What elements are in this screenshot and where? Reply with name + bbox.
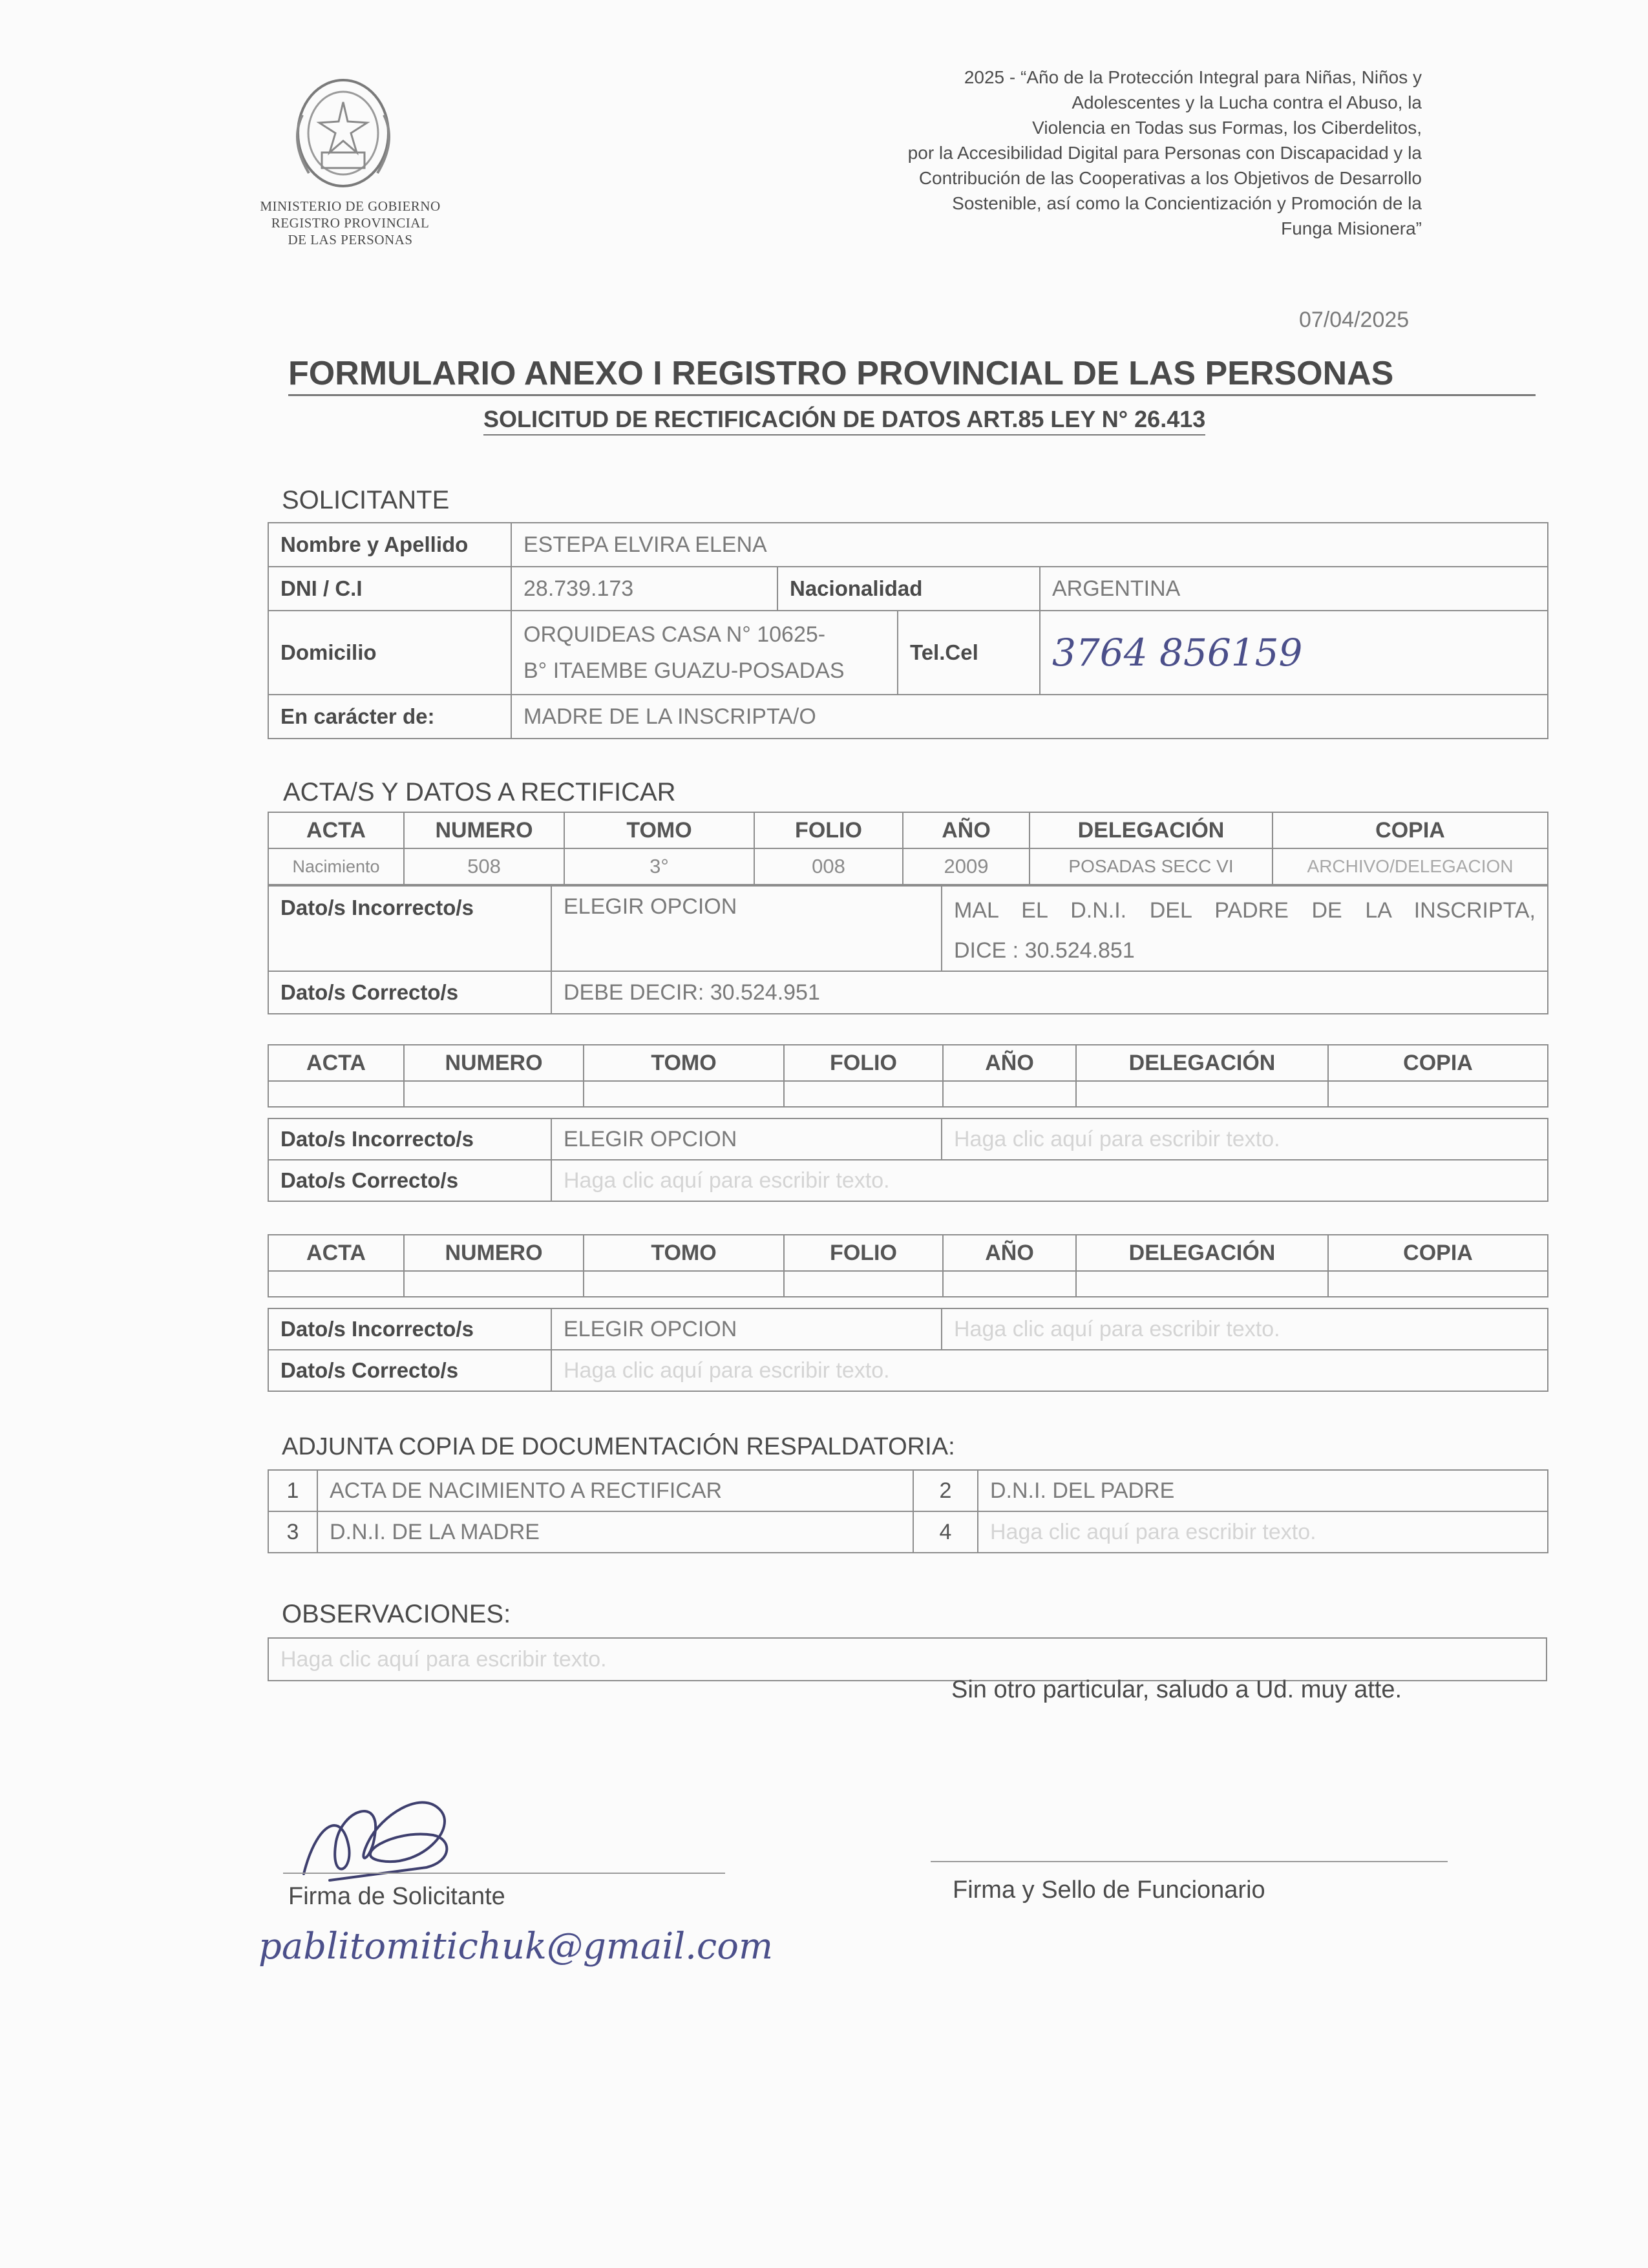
acta-details-2: [268, 1118, 1548, 1202]
adjunta-num-3: 3: [268, 1511, 317, 1553]
signature-scribble-icon: [291, 1783, 472, 1893]
col-delegacion: DELEGACIÓN: [1076, 1235, 1328, 1271]
caracter-field[interactable]: MADRE DE LA INSCRIPTA/O: [511, 695, 1548, 739]
funcionario-signature-line: [931, 1861, 1448, 1862]
col-anio: AÑO: [943, 1235, 1076, 1271]
name-label: Nombre y Apellido: [268, 523, 511, 567]
col-tomo: TOMO: [564, 812, 754, 848]
anio-field[interactable]: [943, 1271, 1076, 1297]
tel-field[interactable]: [1040, 611, 1548, 695]
col-acta: ACTA: [268, 1045, 404, 1081]
col-copia: COPIA: [1328, 1045, 1548, 1081]
solicitante-table: [268, 522, 1548, 739]
nacionalidad-label: Nacionalidad: [777, 567, 1040, 611]
col-copia: COPIA: [1328, 1235, 1548, 1271]
correct-field-2[interactable]: Haga clic aquí para escribir texto.: [551, 1160, 1548, 1201]
section-actas: ACTA/S Y DATOS A RECTIFICAR: [283, 778, 676, 806]
anio-field[interactable]: 2009: [903, 848, 1030, 885]
firma-funcionario-label: Firma y Sello de Funcionario: [953, 1876, 1265, 1904]
acta-table-3: [268, 1234, 1548, 1297]
adjunta-item-4[interactable]: Haga clic aquí para escribir texto.: [978, 1511, 1548, 1553]
copia-field[interactable]: ARCHIVO/DELEGACION: [1273, 848, 1548, 885]
delegacion-field[interactable]: POSADAS SECC VI: [1030, 848, 1273, 885]
col-folio: FOLIO: [784, 1045, 943, 1081]
provincial-seal-icon: [277, 76, 410, 194]
firma-solicitante-label: Firma de Solicitante: [288, 1883, 505, 1910]
adjunta-num-1: 1: [268, 1470, 317, 1511]
observaciones-table: [268, 1637, 1547, 1681]
correct-label-1: Dato/s Correcto/s: [268, 971, 551, 1014]
folio-field[interactable]: [784, 1081, 943, 1107]
caracter-label: En carácter de:: [268, 695, 511, 739]
adjunta-item-2[interactable]: D.N.I. DEL PADRE: [978, 1470, 1548, 1511]
correct-field-1[interactable]: DEBE DECIR: 30.524.951: [551, 971, 1548, 1014]
domicilio-label: Domicilio: [268, 611, 511, 695]
adjunta-table: [268, 1469, 1548, 1553]
form-date: 07/04/2025: [1299, 308, 1410, 332]
correct-label-2: Dato/s Correcto/s: [268, 1160, 551, 1201]
observaciones-field[interactable]: Haga clic aquí para escribir texto.: [268, 1638, 1547, 1681]
correct-label-3: Dato/s Correcto/s: [268, 1350, 551, 1391]
incorrect-option-select-2[interactable]: ELEGIR OPCION: [551, 1118, 942, 1160]
adjunta-item-1[interactable]: ACTA DE NACIMIENTO A RECTIFICAR: [317, 1470, 913, 1511]
col-copia: COPIA: [1273, 812, 1548, 848]
delegacion-field[interactable]: [1076, 1271, 1328, 1297]
form-title: FORMULARIO ANEXO I REGISTRO PROVINCIAL DE LAS PERSONAS: [288, 354, 1536, 396]
col-anio: AÑO: [903, 812, 1030, 848]
form-subtitle: SOLICITUD DE RECTIFICACIÓN DE DATOS ART.85 LEY N° 26.413: [483, 406, 1205, 436]
nacionalidad-field[interactable]: ARGENTINA: [1040, 567, 1548, 611]
tomo-field[interactable]: 3°: [564, 848, 754, 885]
tomo-field[interactable]: [584, 1081, 784, 1107]
year-motto: 2025 - “Año de la Protección Integral para Niñas, Niños y Adolescentes y la Lucha contra el Abuso, la Violencia en Todas sus Formas, los Ciberdelitos, por la Accesibilidad Digital para Personas con Discapacidad y la Contribución de las Cooperativas a los Objetivos de Desarrollo Sostenible, así como la Concientización y Promoción de la Funga Misionera”: [907, 67, 1422, 238]
acta-type-field[interactable]: [268, 1081, 404, 1107]
incorrect-option-select-1[interactable]: ELEGIR OPCION: [551, 886, 942, 971]
acta-table-2: [268, 1044, 1548, 1108]
acta-details-1: [268, 885, 1548, 1014]
copia-field[interactable]: [1328, 1081, 1548, 1107]
name-field[interactable]: ESTEPA ELVIRA ELENA: [511, 523, 1548, 567]
col-numero: NUMERO: [404, 812, 564, 848]
handwritten-email: pablitomitichuk@gmail.com: [259, 1926, 774, 1968]
col-folio: FOLIO: [784, 1235, 943, 1271]
anio-field[interactable]: [943, 1081, 1076, 1107]
acta-details-3: [268, 1308, 1548, 1392]
col-delegacion: DELEGACIÓN: [1030, 812, 1273, 848]
acta-type-field[interactable]: Nacimiento: [268, 848, 404, 885]
solicitante-signature-line: [283, 1873, 725, 1874]
adjunta-num-4: 4: [913, 1511, 978, 1553]
numero-field[interactable]: 508: [404, 848, 564, 885]
section-adjunta: ADJUNTA COPIA DE DOCUMENTACIÓN RESPALDATORIA:: [282, 1433, 955, 1460]
incorrect-detail-field-2[interactable]: Haga clic aquí para escribir texto.: [942, 1118, 1548, 1160]
col-folio: FOLIO: [754, 812, 903, 848]
closing-text: Sin otro particular, saludo a Ud. muy atte.: [951, 1676, 1402, 1703]
col-acta: ACTA: [268, 1235, 404, 1271]
incorrect-detail-line-1: MAL EL D.N.I. DEL PADRE DE LA INSCRIPTA,: [954, 898, 1536, 923]
col-numero: NUMERO: [404, 1045, 584, 1081]
incorrect-label-1: Dato/s Incorrecto/s: [268, 886, 551, 971]
domicilio-field[interactable]: [511, 611, 898, 695]
delegacion-field[interactable]: [1076, 1081, 1328, 1107]
col-anio: AÑO: [943, 1045, 1076, 1081]
col-acta: ACTA: [268, 812, 404, 848]
numero-field[interactable]: [404, 1081, 584, 1107]
col-delegacion: DELEGACIÓN: [1076, 1045, 1328, 1081]
incorrect-option-select-3[interactable]: ELEGIR OPCION: [551, 1308, 942, 1350]
section-observaciones: OBSERVACIONES:: [282, 1600, 511, 1628]
dni-label: DNI / C.I: [268, 567, 511, 611]
tel-handwritten: 3764 856159: [1052, 631, 1303, 675]
section-solicitante: SOLICITANTE: [282, 486, 450, 514]
adjunta-num-2: 2: [913, 1470, 978, 1511]
incorrect-label-2: Dato/s Incorrecto/s: [268, 1118, 551, 1160]
acta-table-1: [268, 812, 1548, 885]
domicilio-line-2: B° ITAEMBE GUAZU-POSADAS: [523, 658, 845, 683]
incorrect-detail-field-1[interactable]: [942, 886, 1548, 971]
col-numero: NUMERO: [404, 1235, 584, 1271]
folio-field[interactable]: 008: [754, 848, 903, 885]
ministry-name: MINISTERIO DE GOBIERNO REGISTRO PROVINCIAL DE LAS PERSONAS: [260, 198, 441, 247]
copia-field[interactable]: [1328, 1271, 1548, 1297]
col-tomo: TOMO: [584, 1045, 784, 1081]
incorrect-detail-field-3[interactable]: Haga clic aquí para escribir texto.: [942, 1308, 1548, 1350]
numero-field[interactable]: [404, 1271, 584, 1297]
domicilio-line-1: ORQUIDEAS CASA N° 10625-: [523, 622, 826, 647]
tel-label: Tel.Cel: [898, 611, 1040, 695]
folio-field[interactable]: [784, 1271, 943, 1297]
adjunta-item-3[interactable]: D.N.I. DE LA MADRE: [317, 1511, 913, 1553]
incorrect-detail-line-2: DICE : 30.524.851: [954, 938, 1135, 963]
correct-field-3[interactable]: Haga clic aquí para escribir texto.: [551, 1350, 1548, 1391]
incorrect-label-3: Dato/s Incorrecto/s: [268, 1308, 551, 1350]
tomo-field[interactable]: [584, 1271, 784, 1297]
acta-type-field[interactable]: [268, 1271, 404, 1297]
dni-field[interactable]: 28.739.173: [511, 567, 777, 611]
col-tomo: TOMO: [584, 1235, 784, 1271]
